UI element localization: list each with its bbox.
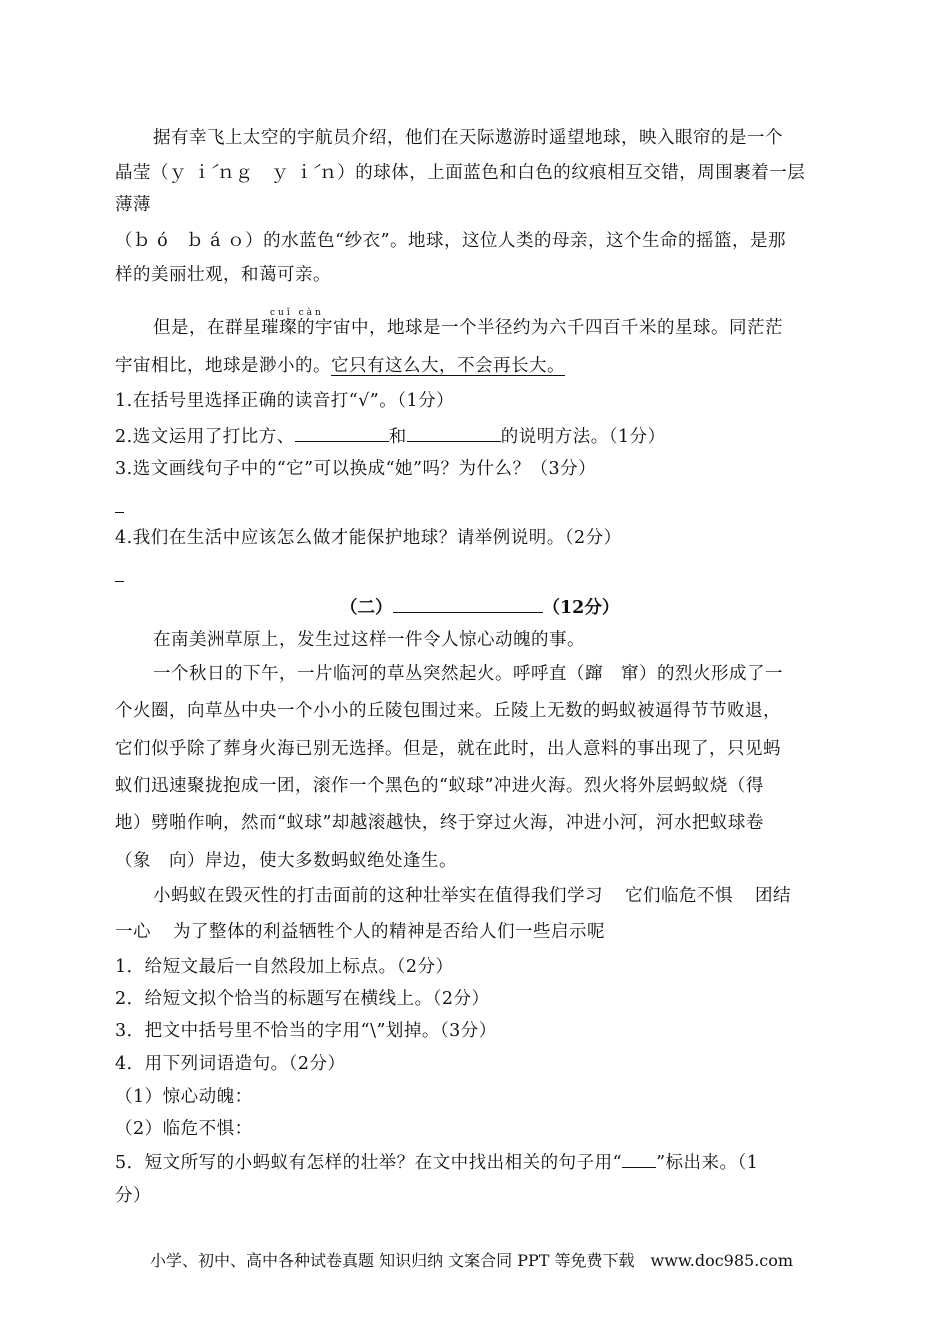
passage1-line: 样的美丽壮观，和蔼可亲。: [115, 265, 331, 285]
passage2-text: 为了整体的利益牺牲个人的精神是否给人们一些启示呢: [173, 922, 605, 942]
question-item: （1）惊心动魄：: [115, 1087, 253, 1107]
section-score: （12分）: [542, 598, 620, 618]
question: 4．用下列词语造句。（2分）: [115, 1054, 346, 1074]
question: 1.在括号里选择正确的读音打“√”。（1分）: [115, 391, 455, 411]
question: 1．给短文最后一自然段加上标点。（2分）: [115, 957, 454, 977]
passage1-line: 据有幸飞上太空的宇航员介绍，他们在天际遨游时遥望地球，映入眼帘的是一个: [153, 128, 783, 148]
question: [115, 423, 666, 449]
question: [115, 1151, 758, 1175]
passage2-text: 团结: [755, 886, 791, 906]
answer-blank[interactable]: [407, 423, 501, 442]
passage2-line: （象 向）岸边，使大多数蚂蚁绝处逢生。: [115, 851, 457, 871]
question-text: 的说明方法。（1分）: [500, 427, 666, 447]
answer-blank[interactable]: [295, 423, 389, 442]
footer-text: 小学、初中、高中各种试卷真题 知识归纳 文案合同 PPT 等免费下载 www.doc985.com: [150, 1251, 794, 1270]
passage2-text: 小蚂蚁在毁灭性的打击面前的这种壮举实在值得我们学习: [153, 886, 603, 906]
pinyin-annotation: cuǐ càn: [270, 308, 324, 318]
answer-line[interactable]: [115, 512, 124, 513]
question-item: （2）临危不惧：: [115, 1119, 253, 1139]
passage1-text: 宇宙相比，地球是渺小的。: [115, 356, 331, 376]
passage1-line: 薄薄: [115, 195, 151, 215]
passage2-line: 在南美洲草原上，发生过这样一件令人惊心动魄的事。: [153, 630, 585, 650]
question: 3．把文中括号里不恰当的字用“\”划掉。（3分）: [115, 1021, 497, 1041]
section-title: [340, 594, 619, 619]
question-text: ”标出来。（1: [656, 1153, 759, 1173]
underlined-sentence: 它只有这么大，不会再长大。: [331, 356, 565, 376]
passage2-text: 它们临危不惧: [625, 886, 733, 906]
passage1-line: （ｂ ó ｂ á ｏ）的水蓝色“纱衣”。地球，这位人类的母亲，这个生命的摇篮，是那: [115, 231, 787, 251]
passage1-line: 晶莹（ｙ ｉ́ ｎｇ ｙ ｉ́ ｎ）的球体，上面蓝色和白色的纹痕相互交错，周围裹着一层: [115, 163, 806, 183]
passage1-line: 但是，在群星璀璨的宇宙中，地球是一个半径约为六千四百千米的星球。同茫茫: [153, 318, 783, 338]
question-text: 5．短文所写的小蚂蚁有怎样的壮举？在文中找出相关的句子用“: [115, 1153, 623, 1173]
passage2-text: 一心: [115, 922, 151, 942]
passage2-line: 蚁们迅速聚拢抱成一团，滚作一个黑色的“蚁球”冲进火海。烈火将外层蚂蚁烧（得: [115, 776, 764, 796]
answer-line[interactable]: [115, 581, 124, 582]
question: 3.选文画线句子中的“它”可以换成“她”吗？为什么？（3分）: [115, 459, 597, 479]
title-blank[interactable]: [393, 596, 543, 613]
question: 4.我们在生活中应该怎么做才能保护地球？请举例说明。（2分）: [115, 528, 622, 548]
passage2-line: 它们似乎除了葬身火海已别无选择。但是，就在此时，出人意料的事出现了，只见蚂: [115, 739, 781, 759]
question: 分）: [115, 1186, 151, 1206]
passage2-line: [115, 920, 605, 944]
passage2-line: 地）劈啪作响，然而“蚁球”却越滚越快，终于穿过火海，冲进小河，河水把蚁球卷: [115, 813, 764, 833]
passage2-line: 个火圈，向草丛中央一个小小的丘陵包围过来。丘陵上无数的蚂蚁被逼得节节败退，: [115, 701, 781, 721]
question: 2．给短文拟个恰当的标题写在横线上。（2分）: [115, 989, 490, 1009]
section-number: （二）: [340, 598, 393, 618]
passage2-line: 一个秋日的下午，一片临河的草丛突然起火。呼呼直（蹿 窜）的烈火形成了一: [153, 664, 783, 684]
question-text: 和: [388, 427, 407, 447]
underline-sample: [622, 1153, 656, 1168]
passage2-line: [153, 884, 791, 908]
question-text: 2.选文运用了打比方、: [115, 427, 295, 447]
passage1-line: [115, 354, 565, 378]
